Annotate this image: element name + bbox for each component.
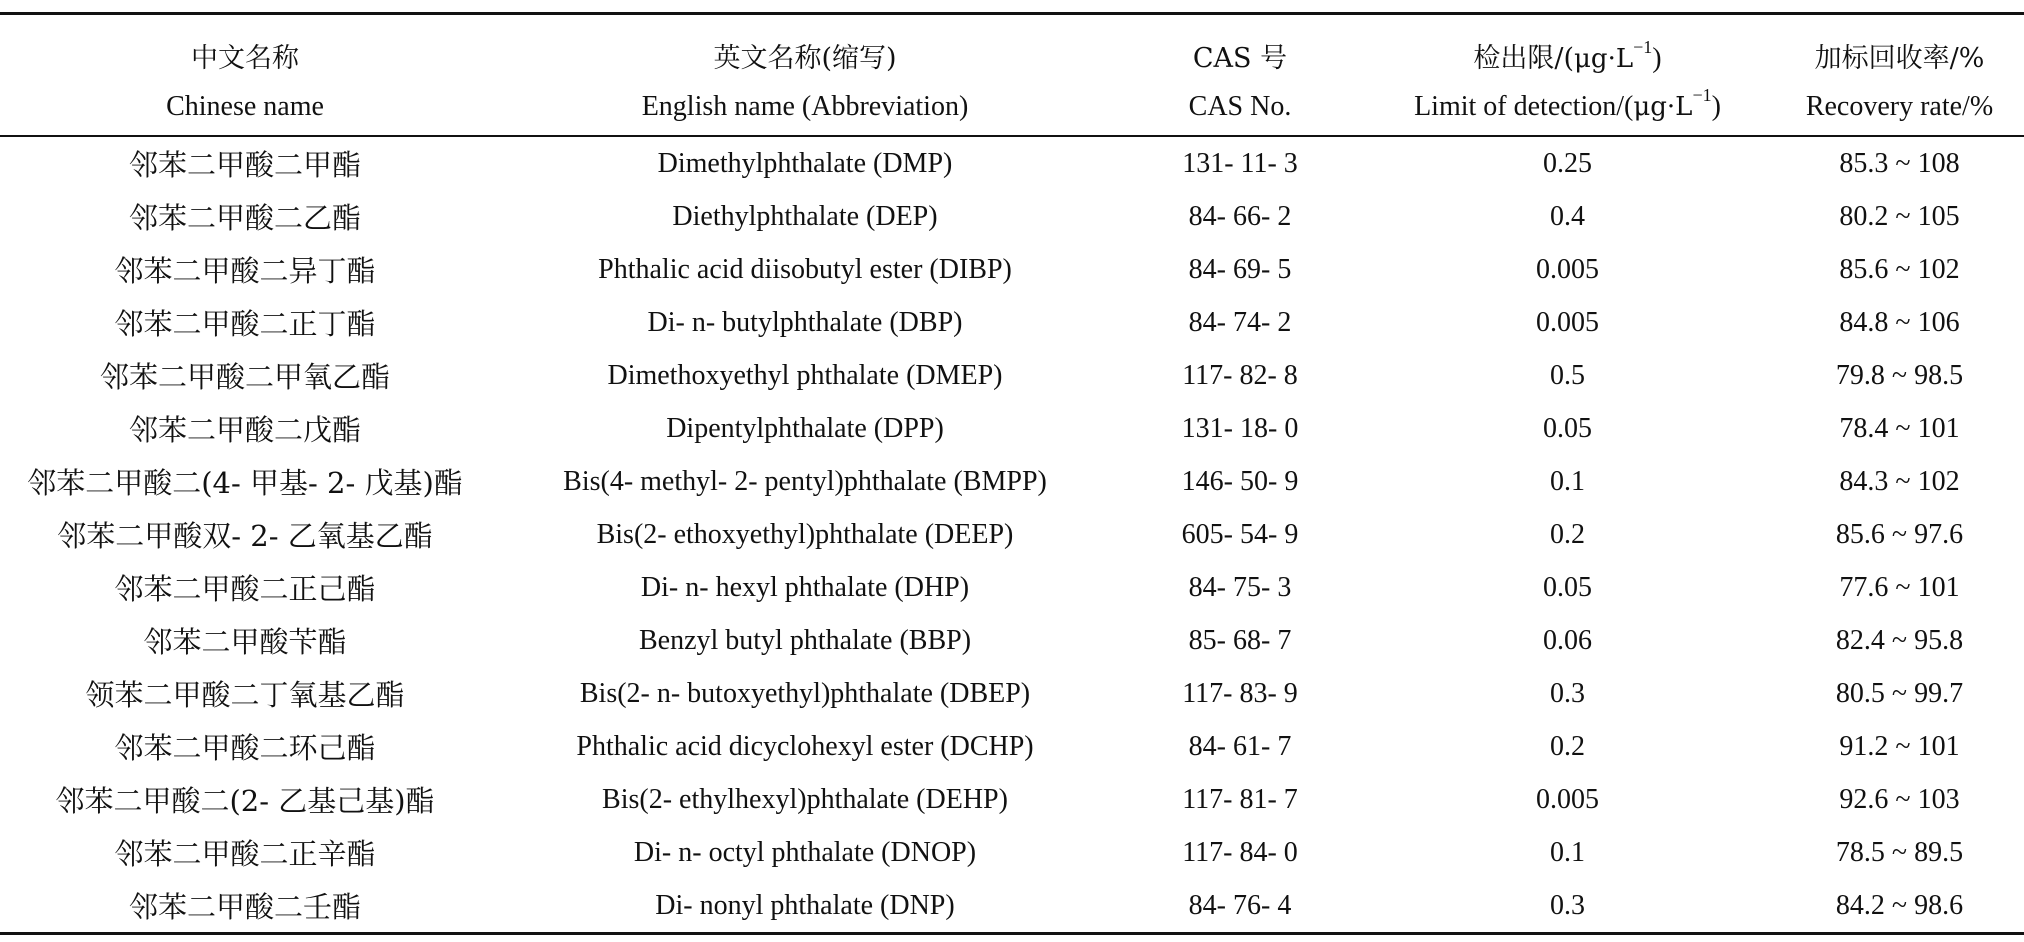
cell-cas-number: 84- 61- 7 xyxy=(1188,730,1292,762)
header-lod-en-prefix: Limit of detection/( xyxy=(1414,91,1634,122)
cell-english-name: Diethylphthalate (DEP) xyxy=(672,200,938,232)
cell-recovery-rate: 78.4 ~ 101 xyxy=(1839,412,1960,444)
header-lod-cn-suffix: ) xyxy=(1652,43,1662,74)
cell-detection-limit: 0.06 xyxy=(1543,624,1592,656)
cell-cas-number: 84- 76- 4 xyxy=(1120,879,1360,934)
cell-chinese-name: 邻苯二甲酸二乙酯 xyxy=(128,201,361,235)
cell-recovery-rate: 84.8 ~ 106 xyxy=(1839,306,1960,338)
cell-detection-limit: 0.4 xyxy=(1550,200,1585,232)
cell-recovery-rate: 85.6 ~ 102 xyxy=(1839,253,1960,285)
header-cas-en: CAS No. xyxy=(1120,79,1360,136)
cell-recovery-rate: 77.6 ~ 101 xyxy=(1839,571,1960,603)
cell-cas-number: 84- 75- 3 xyxy=(1188,571,1292,603)
cell-recovery-rate: 82.4 ~ 95.8 xyxy=(1835,624,1964,656)
cell-recovery-rate: 84.3 ~ 102 xyxy=(1839,465,1960,497)
cell-chinese-name: 邻苯二甲酸二戊酯 xyxy=(128,413,361,447)
header-row-chinese xyxy=(0,14,2024,80)
cell-recovery-rate: 84.2 ~ 98.6 xyxy=(1775,879,2024,934)
table-row xyxy=(0,136,2024,190)
cell-english-name: Di- n- octyl phthalate (DNOP) xyxy=(633,836,977,868)
cell-detection-limit: 0.05 xyxy=(1543,571,1592,603)
cell-english-name: Bis(2- ethylhexyl)phthalate (DEHP) xyxy=(602,783,1008,815)
cell-chinese-name: 邻苯二甲酸二正丁酯 xyxy=(114,307,376,341)
table-row xyxy=(0,455,2024,508)
header-chinese-name-cn: 中文名称 xyxy=(0,14,490,80)
header-recovery-cn: 加标回收率/% xyxy=(1775,14,2024,80)
cell-chinese-name: 领苯二甲酸二丁氧基乙酯 xyxy=(85,678,405,712)
cell-cas-number: 117- 84- 0 xyxy=(1182,836,1298,868)
header-lod-en-unit: μg·L xyxy=(1633,92,1693,122)
header-cas-cn: CAS 号 xyxy=(1120,14,1360,80)
cell-cas-number: 84- 66- 2 xyxy=(1188,200,1292,232)
header-lod-cn-prefix: 检出限/( xyxy=(1473,43,1575,74)
table-row xyxy=(0,243,2024,296)
header-lod-en xyxy=(1360,79,1775,136)
header-english-name-cn: 英文名称(缩写) xyxy=(490,14,1120,80)
cell-english-name: Di- n- butylphthalate (DBP) xyxy=(647,306,963,338)
table-row xyxy=(0,508,2024,561)
table-row xyxy=(0,720,2024,773)
header-row-english xyxy=(0,79,2024,136)
cell-recovery-rate: 78.5 ~ 89.5 xyxy=(1835,836,1964,868)
cell-detection-limit: 0.005 xyxy=(1536,783,1599,815)
cell-cas-number: 117- 83- 9 xyxy=(1182,677,1298,709)
cell-recovery-rate: 80.5 ~ 99.7 xyxy=(1835,677,1964,709)
cell-english-name: Phthalic acid diisobutyl ester (DIBP) xyxy=(598,253,1012,285)
cell-chinese-name: 邻苯二甲酸二(4- 甲基- 2- 戊基)酯 xyxy=(27,466,463,500)
header-lod-en-exp: −1 xyxy=(1692,85,1712,105)
cell-english-name: Di- nonyl phthalate (DNP) xyxy=(490,879,1120,934)
table-row xyxy=(0,826,2024,879)
cell-cas-number: 117- 81- 7 xyxy=(1182,783,1298,815)
cell-english-name: Dimethylphthalate (DMP) xyxy=(657,147,953,179)
cell-detection-limit: 0.3 xyxy=(1550,677,1585,709)
cell-detection-limit: 0.1 xyxy=(1550,836,1585,868)
header-lod-cn xyxy=(1360,14,1775,80)
cell-detection-limit: 0.1 xyxy=(1550,465,1585,497)
cell-english-name: Dipentylphthalate (DPP) xyxy=(666,412,944,444)
cell-chinese-name: 邻苯二甲酸二正己酯 xyxy=(114,572,376,606)
cell-detection-limit: 0.005 xyxy=(1536,253,1599,285)
cell-detection-limit: 0.25 xyxy=(1543,147,1592,179)
cell-recovery-rate: 91.2 ~ 101 xyxy=(1839,730,1960,762)
cell-detection-limit: 0.3 xyxy=(1360,879,1775,934)
cell-chinese-name: 邻苯二甲酸二(2- 乙基己基)酯 xyxy=(55,784,435,818)
table-row xyxy=(0,349,2024,402)
cell-recovery-rate: 85.6 ~ 97.6 xyxy=(1835,518,1964,550)
cell-detection-limit: 0.5 xyxy=(1550,359,1585,391)
cell-detection-limit: 0.005 xyxy=(1536,306,1599,338)
table-row xyxy=(0,402,2024,455)
cell-recovery-rate: 80.2 ~ 105 xyxy=(1839,200,1960,232)
cell-cas-number: 85- 68- 7 xyxy=(1188,624,1292,656)
cell-chinese-name: 邻苯二甲酸双- 2- 乙氧基乙酯 xyxy=(57,519,433,553)
table-row xyxy=(0,296,2024,349)
cell-cas-number: 117- 82- 8 xyxy=(1182,359,1298,391)
cell-chinese-name: 邻苯二甲酸苄酯 xyxy=(143,625,347,659)
cell-chinese-name: 邻苯二甲酸二甲酯 xyxy=(128,148,361,182)
header-english-name-en: English name (Abbreviation) xyxy=(490,79,1120,136)
cell-recovery-rate: 92.6 ~ 103 xyxy=(1839,783,1960,815)
cell-english-name: Benzyl butyl phthalate (BBP) xyxy=(638,624,972,656)
cell-english-name: Bis(2- ethoxyethyl)phthalate (DEEP) xyxy=(596,518,1014,550)
cell-chinese-name: 邻苯二甲酸二环己酯 xyxy=(114,731,376,765)
cell-english-name: Phthalic acid dicyclohexyl ester (DCHP) xyxy=(576,730,1034,762)
cell-recovery-rate: 79.8 ~ 98.5 xyxy=(1835,359,1964,391)
table-row xyxy=(0,190,2024,243)
table-row xyxy=(0,614,2024,667)
cell-cas-number: 605- 54- 9 xyxy=(1181,518,1299,550)
cell-english-name: Dimethoxyethyl phthalate (DMEP) xyxy=(607,359,1003,391)
cell-detection-limit: 0.2 xyxy=(1550,730,1585,762)
cell-cas-number: 146- 50- 9 xyxy=(1181,465,1299,497)
cell-english-name: Di- n- hexyl phthalate (DHP) xyxy=(640,571,970,603)
cell-cas-number: 84- 69- 5 xyxy=(1188,253,1292,285)
cell-chinese-name: 邻苯二甲酸二甲氧乙酯 xyxy=(99,360,390,394)
table-header xyxy=(0,14,2024,137)
header-chinese-name-en: Chinese name xyxy=(0,79,490,136)
table-row xyxy=(0,667,2024,720)
header-lod-en-suffix: ) xyxy=(1711,91,1721,122)
cell-chinese-name: 邻苯二甲酸二异丁酯 xyxy=(114,254,376,288)
cell-recovery-rate: 85.3 ~ 108 xyxy=(1839,147,1960,179)
cell-chinese-name: 邻苯二甲酸二正辛酯 xyxy=(114,837,376,871)
cell-cas-number: 131- 18- 0 xyxy=(1181,412,1299,444)
cell-cas-number: 131- 11- 3 xyxy=(1182,147,1298,179)
cell-chinese-name: 邻苯二甲酸二壬酯 xyxy=(0,879,490,934)
header-recovery-en: Recovery rate/% xyxy=(1775,79,2024,136)
cell-detection-limit: 0.05 xyxy=(1543,412,1592,444)
table-body xyxy=(0,136,2024,934)
cell-english-name: Bis(2- n- butoxyethyl)phthalate (DBEP) xyxy=(579,677,1031,709)
header-lod-cn-exp: −1 xyxy=(1633,37,1653,57)
table-row xyxy=(0,773,2024,826)
cell-detection-limit: 0.2 xyxy=(1550,518,1585,550)
cell-english-name: Bis(4- methyl- 2- pentyl)phthalate (BMPP) xyxy=(563,465,1047,497)
table-row xyxy=(0,879,2024,934)
cell-cas-number: 84- 74- 2 xyxy=(1188,306,1292,338)
table-row xyxy=(0,561,2024,614)
header-lod-cn-unit: μg·L xyxy=(1574,44,1634,74)
phthalate-table xyxy=(0,12,2024,935)
